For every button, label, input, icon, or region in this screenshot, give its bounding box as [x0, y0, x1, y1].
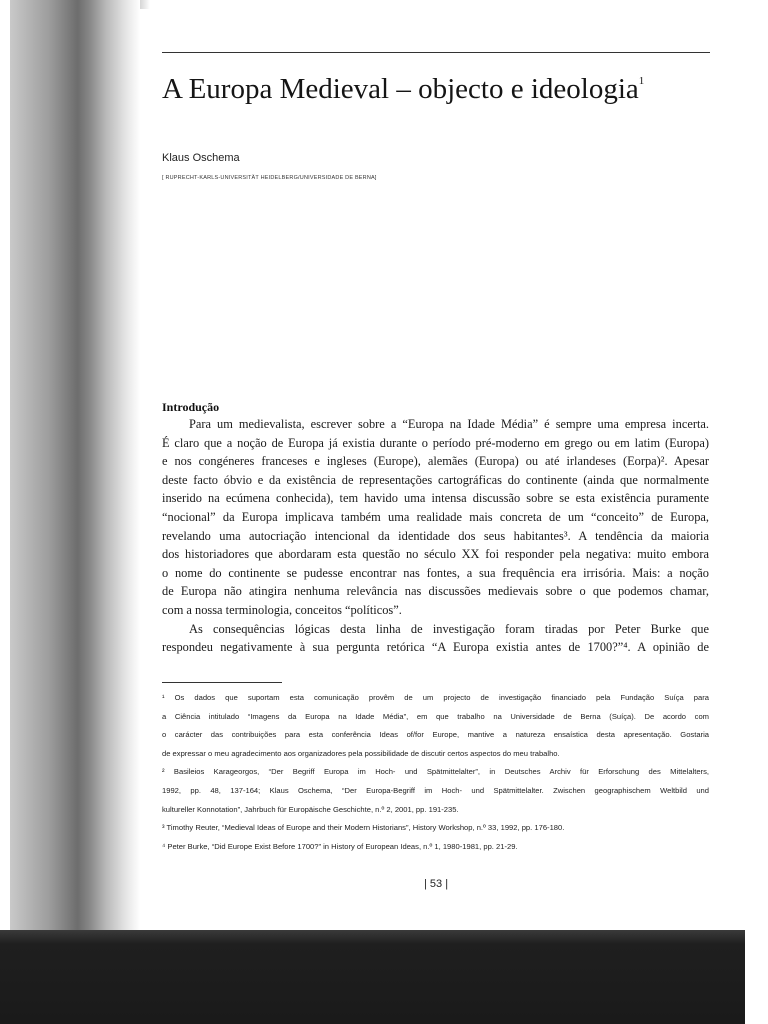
article-title	[162, 64, 722, 106]
body-line: revelando uma autocriação intencional da identidade dos seus habitantes³. A tendência da maioria	[162, 528, 709, 543]
author-affiliation: [ RUPRECHT-KARLS-UNIVERSITÄT HEIDELBERG/UNIVERSIDADE DE BERNA]	[162, 175, 377, 181]
footnote-line: ² Basileios Karageorgos, “Der Begriff Europa im Hoch- und Spätmittelalter”, in Deutsches Archiv für Erforschung des Mittelalters,	[162, 767, 709, 777]
body-line: “nocional” da Europa implicava também uma realidade mais concreta de um “conceito” de Europa,	[162, 509, 709, 524]
body-line: É claro que a noção de Europa já existia durante o período pré-moderno em grego ou em latim (Europa)	[162, 435, 709, 450]
body-line: o nome do continente se pudesse encontrar nas fontes, a sua frequência era irrisória. Mais: a noção	[162, 565, 709, 580]
body-line: As consequências lógicas desta linha de investigação foram tiradas por Peter Burke que	[189, 621, 709, 636]
author-name: Klaus Oschema	[162, 152, 240, 164]
footnote-line: o carácter das contribuições para esta conferência Ideas of/for Europe, mantive a natureza ensaística desta apresentação. Gostaria	[162, 730, 709, 740]
book-gutter-shadow	[10, 0, 140, 945]
footnote-line: de expressar o meu agradecimento aos organizadores pela possibilidade de discutir certos aspectos do meu trabalho.	[162, 748, 560, 758]
body-line: de Europa não atingira nenhuma relevância nas discussões medievais sobre o que podemos chamar,	[162, 584, 709, 599]
page-number: | 53 |	[424, 878, 449, 890]
body-line: deste facto óbvio e da existência de representações cartográficas do continente (ainda que normalmente	[162, 472, 709, 487]
scan-bottom-right	[745, 930, 768, 1024]
title-footnote-marker: 1	[638, 75, 645, 87]
scan-bottom-band	[0, 930, 745, 1024]
article-title-text: A Europa Medieval – objecto e ideologia	[162, 73, 639, 105]
section-heading: Introdução	[162, 400, 220, 414]
footnote-line: ³ Timothy Reuter, “Medieval Ideas of Europe and their Modern Historians”, History Workshop, n.º 33, 1992, pp. 176-180.	[162, 823, 565, 833]
body-line: inserido na ecúmena conhecida), tem havido uma intensa discussão sobre se esta existência puramente	[162, 491, 709, 506]
footnotes	[162, 689, 709, 856]
footnote-line: ¹ Os dados que suportam esta comunicação provêm de um projecto de investigação financiado pela Fundação Suíça para	[162, 693, 709, 702]
body-text	[162, 415, 709, 657]
scan-left-margin	[0, 0, 10, 945]
body-line: Para um medievalista, escrever sobre a “Europa na Idade Média” é sempre uma empresa incerta.	[189, 417, 709, 431]
footnote-rule	[162, 682, 282, 683]
body-line: dos historiadores que abordaram esta questão no século XX foi responder pela negativa: muito embora	[162, 547, 709, 562]
header-rule	[162, 52, 710, 53]
body-line: com a nossa terminologia, conceitos “políticos”.	[162, 602, 402, 617]
footnote-line: ⁴ Peter Burke, “Did Europe Exist Before 1700?” in History of European Ideas, n.º 1, 1980-1981, pp. 21-29.	[162, 841, 518, 851]
body-line: respondeu negativamente à sua pergunta retórica “A Europa existia antes de 1700?”⁴. A opinião de	[162, 640, 709, 655]
footnote-line: 1992, pp. 48, 137-164; Klaus Oschema, “Der Europa-Begriff im Hoch- und Spätmittelalter. Zwischen geographischem Weltbild und	[162, 785, 709, 795]
footnote-line: kultureller Konnotation”, Jahrbuch für Europäische Geschichte, n.º 2, 2001, pp. 191-235.	[162, 804, 459, 814]
footnote-line: a Ciência intitulado “Imagens da Europa na Idade Média”, em que trabalho na Universidade de Berna (Suíça). De acordo com	[162, 711, 709, 721]
body-line: e nos congéneres franceses e ingleses (Europe), alemães (Europa) ou até irlandeses (Eorpa)². Apesar	[162, 454, 709, 469]
